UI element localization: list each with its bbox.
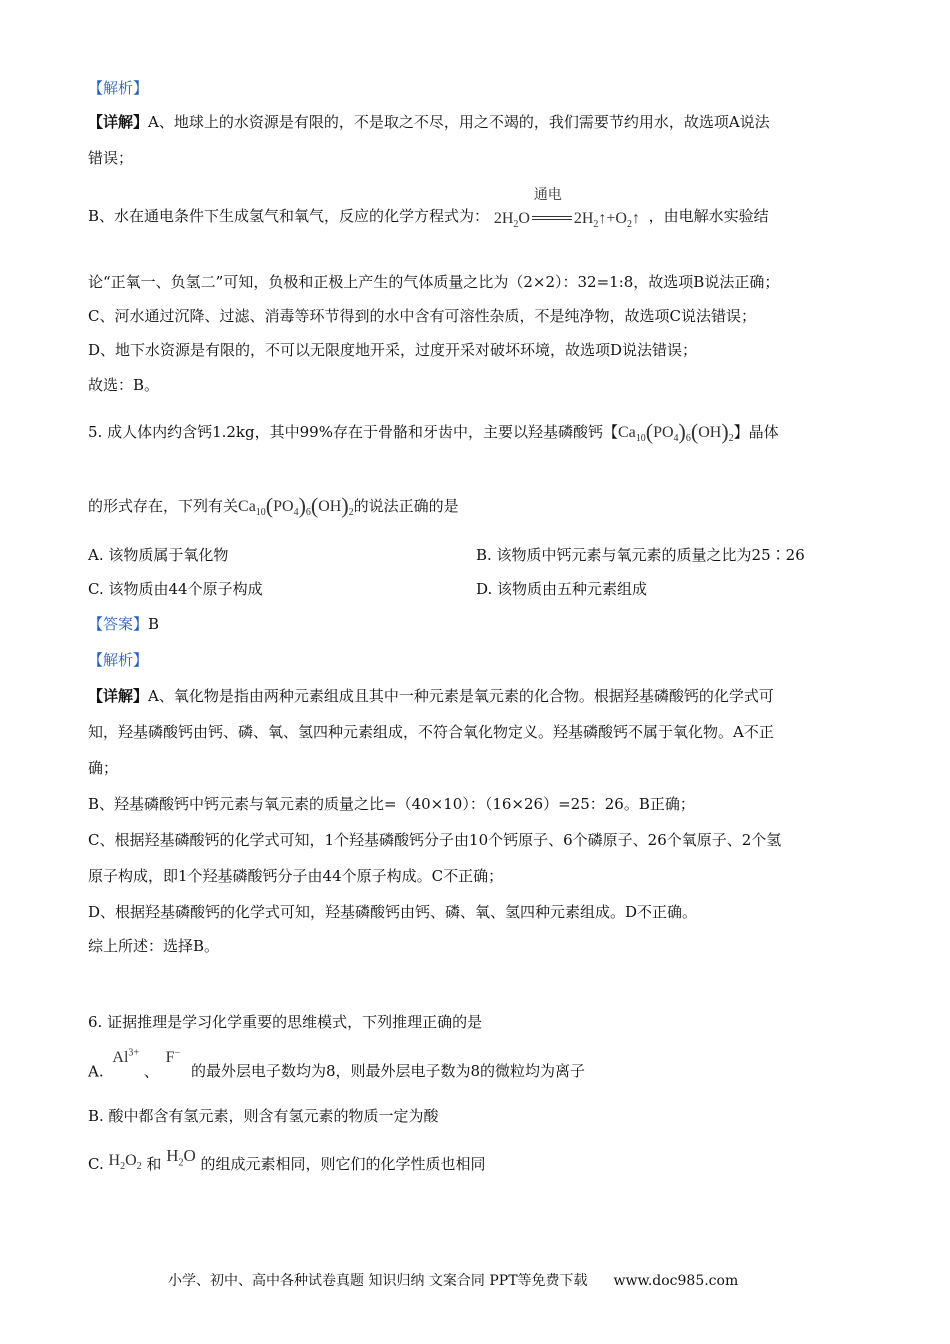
detail-tag-2: 【详解】 xyxy=(88,687,149,705)
question-5-text-2: 的形式存在，下列有关 xyxy=(88,497,239,515)
option-a-text: 的最外层电子数均为8，则最外层电子数为8的微粒均为离子 xyxy=(190,1062,586,1081)
question-6-stem: 6. 证据推理是学习化学重要的思维模式，下列推理正确的是 xyxy=(88,1013,483,1031)
question-6-option-c[interactable] xyxy=(88,1146,486,1181)
detail-b-line-2: 论“正氧一、负氢二”可知，负极和正极上产生的气体质量之比为（2×2）：32=1:8，故选项B说法正确； xyxy=(88,273,780,291)
detail-a-text-1: A、地球上的水资源是有限的，不是取之不尽，用之不竭的，我们需要节约用水，故选项A说法 xyxy=(148,113,770,131)
detail-b-text-pre: B、水在通电条件下生成氢气和氧气，反应的化学方程式为： xyxy=(88,207,490,225)
formula-hydroxyapatite-1: $Ca_{10}(PO_4)_6(OH)_2$ xyxy=(617,419,734,445)
option-c-text: 的组成元素相同，则它们的化学性质也相同 xyxy=(200,1155,486,1173)
detail-selection: 故选：B。 xyxy=(88,376,160,394)
footer-text: 小学、初中、高中各种试卷真题 知识归纳 文案合同 PPT等免费下载 xyxy=(168,1273,588,1289)
detail-c-line: C、河水通过沉降、过滤、消毒等环节得到的水中含有可溶性杂质，不是纯净物，故选项C说法错误； xyxy=(88,307,756,325)
detail2-a-line-1 xyxy=(88,686,774,706)
option-c-and: 和 xyxy=(146,1155,162,1173)
footer-url-link[interactable]: www.doc985.com xyxy=(613,1273,739,1289)
question-5-text-2b: 的说法正确的是 xyxy=(353,497,459,515)
equation-products: $2H_2↑+O_2↑$ xyxy=(573,210,640,231)
detail2-a-line-2: 知，羟基磷酸钙由钙、磷、氧、氢四种元素组成，不符合氧化物定义。羟基磷酸钙不属于氧化物。A不正 xyxy=(88,723,774,741)
formula-hydroxyapatite-2: $Ca_{10}(PO_4)_6(OH)_2$ xyxy=(238,493,354,519)
formula-h2o: $H_2O$ xyxy=(166,1146,196,1169)
formula-al-ion: $Al^{3+}$ xyxy=(112,1048,140,1067)
question-5-text-1: 5. 成人体内约含钙1.2kg，其中99%存在于骨骼和牙齿中，主要以羟基磷酸钙【 xyxy=(88,423,618,441)
question-6-option-b[interactable]: B. 酸中都含有氢元素，则含有氢元素的物质一定为酸 xyxy=(88,1107,439,1125)
option-a-label: A. xyxy=(88,1062,104,1081)
question-6-option-a[interactable] xyxy=(88,1048,586,1082)
detail-b-text-post: ，由电解水实验结 xyxy=(648,207,769,225)
detail2-b-line: B、羟基磷酸钙中钙元素与氧元素的质量之比=（40×10）：（16×26）=25：26。B正确； xyxy=(88,795,695,813)
answer-value: B xyxy=(148,615,160,633)
option-c-label: C. xyxy=(88,1155,104,1173)
analysis-heading-2: 【解析】 xyxy=(88,651,149,669)
up-arrow-2: ↑ xyxy=(631,210,640,227)
equation-bar-bottom xyxy=(532,219,572,220)
formula-f-ion: F− xyxy=(165,1048,181,1067)
option-d[interactable]: D. 该物质由五种元素组成 xyxy=(476,580,648,598)
detail-b-line-1 xyxy=(88,187,769,231)
formula-h2o2: $H_2O_2$ xyxy=(108,1152,142,1173)
electrolysis-equation xyxy=(493,187,644,231)
question-5-text-1b: 】晶体 xyxy=(733,423,779,441)
option-c[interactable]: C. 该物质由44个原子构成 xyxy=(88,580,263,598)
detail-a-line-2: 错误； xyxy=(88,149,134,167)
option-b[interactable]: B. 该物质中钙元素与氧元素的质量之比为25∶26 xyxy=(476,546,805,564)
detail-a-line-1 xyxy=(88,112,770,132)
detail2-d-line: D、根据羟基磷酸钙的化学式可知，羟基磷酸钙由钙、磷、氧、氢四种元素组成。D不正确。 xyxy=(88,903,698,921)
equation-condition: 通电 xyxy=(533,187,562,203)
detail2-a-text-1: A、氧化物是指由两种元素组成且其中一种元素是氧元素的化合物。根据羟基磷酸钙的化学式可 xyxy=(148,687,774,705)
detail2-summary: 综上所述：选择B。 xyxy=(88,937,220,955)
question-5-line-1 xyxy=(88,419,779,449)
answer-line xyxy=(88,614,159,634)
detail-d-line: D、地下水资源是有限的，不可以无限度地开采，过度开采对破坏环境，故选项D说法错误； xyxy=(88,341,698,359)
detail-tag-1: 【详解】 xyxy=(88,113,149,131)
detail2-c-line-2: 原子构成，即1个羟基磷酸钙分子由44个原子构成。C不正确； xyxy=(88,867,504,885)
question-5-line-2 xyxy=(88,493,459,523)
up-arrow-1: ↑ xyxy=(598,210,607,227)
detail2-a-line-3: 确； xyxy=(88,759,119,777)
detail2-c-line-1: C、根据羟基磷酸钙的化学式可知，1个羟基磷酸钙分子由10个钙原子、6个磷原子、26个氧原子、2个氢 xyxy=(88,831,782,849)
option-a[interactable]: A. 该物质属于氧化物 xyxy=(88,546,229,564)
page-footer xyxy=(168,1270,738,1290)
plus-sign: + xyxy=(606,210,616,227)
answer-tag: 【答案】 xyxy=(88,615,149,633)
equation-bar-top xyxy=(532,216,572,217)
equation-reactant: $2H_2O$ xyxy=(493,210,530,231)
option-a-separator: 、 xyxy=(143,1062,159,1081)
analysis-heading-1: 【解析】 xyxy=(88,79,149,97)
